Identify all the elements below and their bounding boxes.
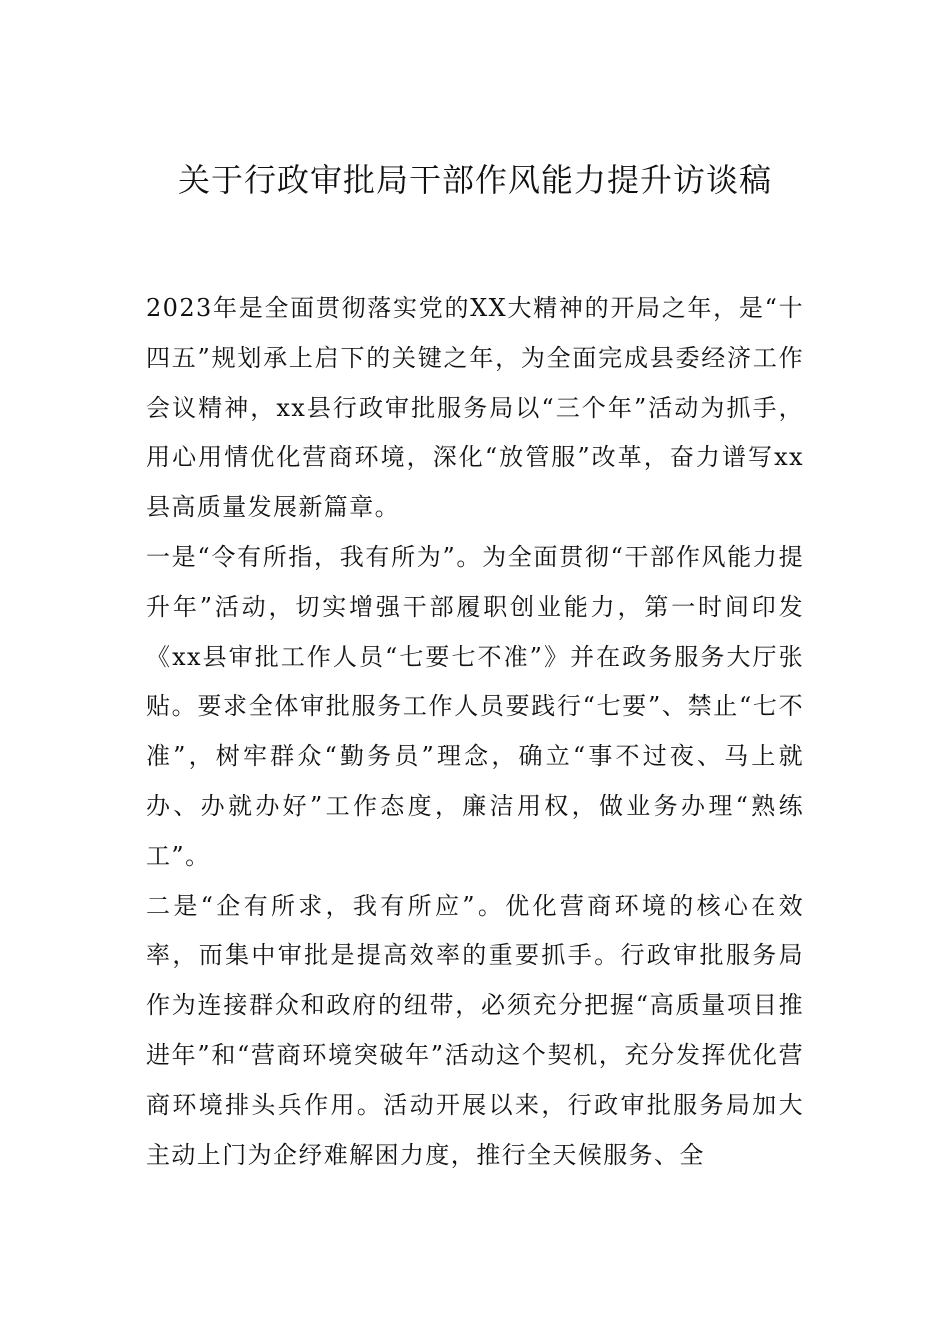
paragraph-point-one: 一是“令有所指，我有所为”。为全面贯彻“干部作风能力提升年”活动，切实增强干部履职创业能力，第一时间印发《xx县审批工作人员“七要七不准”》并在政务服务大厅张贴。要求全体审批服务工作人员要践行“七要”、禁止“七不准”，树牢群众“勤务员”理念，确立“事不过夜、马上就办、办就办好”工作态度，廉洁用权，做业务办理“熟练工”。 — [146, 542, 804, 870]
document-body — [146, 284, 804, 1180]
paragraph-intro: 2023年是全面贯彻落实党的XX大精神的开局之年，是“十四五”规划承上启下的关键之年，为全面完成县委经济工作会议精神，xx县行政审批服务局以“三个年”活动为抓手，用心用情优化营商环境，深化“放管服”改革，奋力谱写xx县高质量发展新篇章。 — [146, 294, 804, 522]
document-title: 关于行政审批局干部作风能力提升访谈稿 — [177, 161, 772, 199]
paragraph-point-two: 二是“企有所求，我有所应”。优化营商环境的核心在效率，而集中审批是提高效率的重要抓手。行政审批服务局作为连接群众和政府的纽带，必须充分把握“高质量项目推进年”和“营商环境突破年”活动这个契机，充分发挥优化营商环境排头兵作用。活动开展以来，行政审批服务局加大主动上门为企纾难解困力度，推行全天候服务、全 — [146, 891, 804, 1169]
